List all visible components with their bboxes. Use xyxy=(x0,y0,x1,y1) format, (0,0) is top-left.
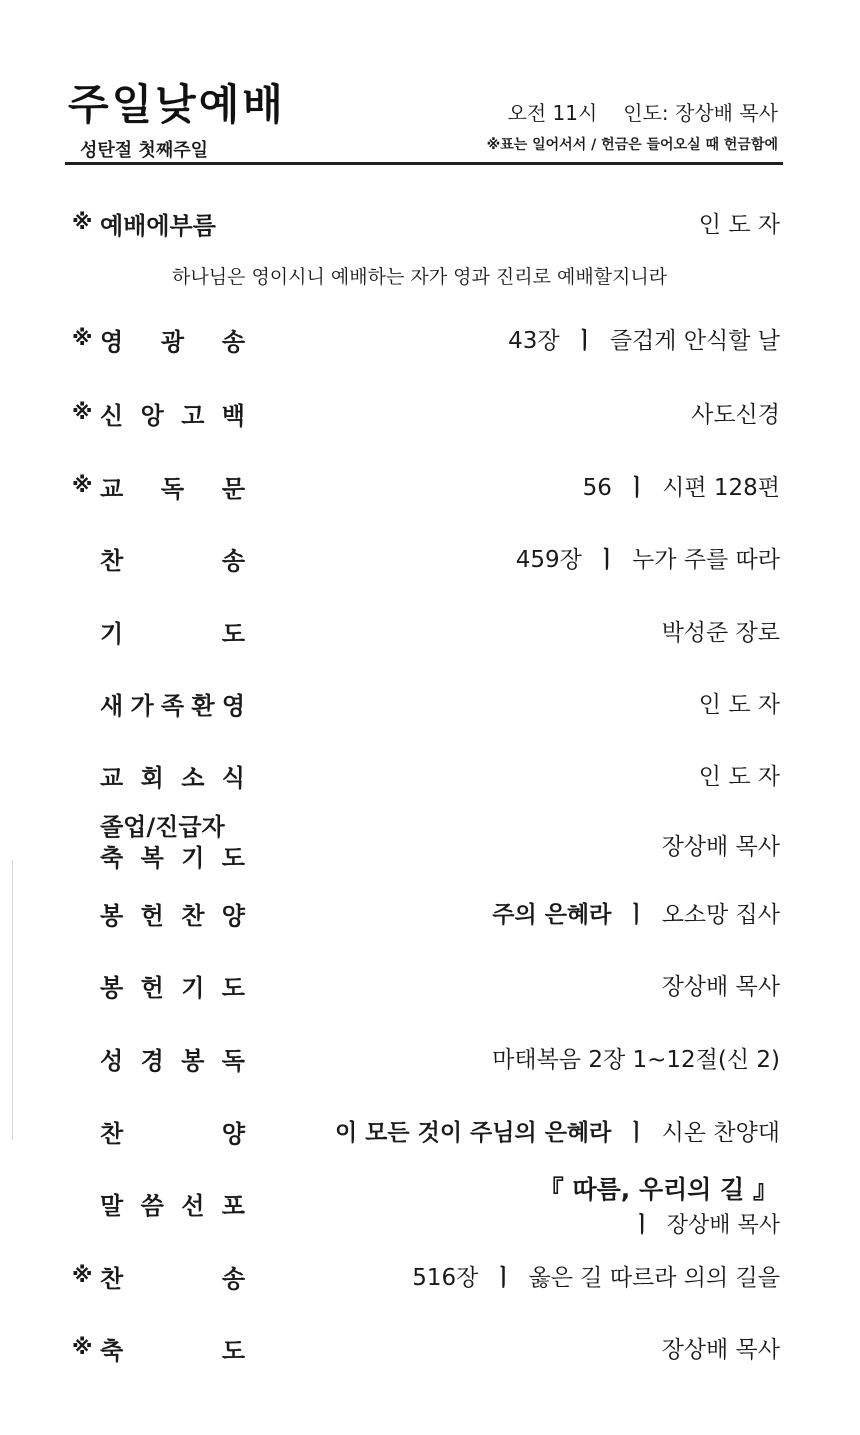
separator: ㅣ xyxy=(573,328,596,354)
order-label-char: 도 xyxy=(221,620,245,648)
order-value xyxy=(492,896,780,929)
separator: ㅣ xyxy=(492,1265,515,1291)
hymn-title: 옳은 길 따르라 의의 길을 xyxy=(528,1265,780,1291)
order-label xyxy=(100,541,245,576)
order-value: 인 도 자 xyxy=(698,764,780,790)
order-label-char: 축 xyxy=(100,1337,124,1365)
reading-title: 시편 128편 xyxy=(662,475,780,501)
order-value xyxy=(516,541,780,574)
standing-mark: ※ xyxy=(72,1263,93,1287)
standing-mark: ※ xyxy=(72,400,93,424)
order-label-char: 경 xyxy=(140,1047,164,1075)
order-value: 사도신경 xyxy=(691,402,780,428)
order-label-char: 교 xyxy=(100,475,124,503)
sermon-title: 『 따름, 우리의 길 』 xyxy=(538,1175,778,1204)
scan-edge-line xyxy=(12,860,13,1140)
order-label-char: 회 xyxy=(140,764,164,792)
order-label-char: 소 xyxy=(181,764,205,792)
order-label xyxy=(100,758,245,793)
sermon-preacher xyxy=(631,1208,780,1239)
service-info xyxy=(508,97,778,126)
order-value: 마태복음 2장 1~12절(신 2) xyxy=(492,1047,780,1073)
order-value: 장상배 목사 xyxy=(661,834,780,860)
order-value xyxy=(412,1259,780,1292)
order-label-line2 xyxy=(100,843,245,874)
order-label-char: 씀 xyxy=(140,1192,164,1220)
order-label-char: 찬 xyxy=(100,547,124,575)
standing-mark: ※ xyxy=(72,210,93,234)
hymn-title: 누가 주를 따라 xyxy=(632,547,780,573)
order-label-text: 예배에부름 xyxy=(100,212,216,240)
order-label-char: 선 xyxy=(181,1192,205,1220)
order-value xyxy=(335,1114,780,1147)
order-value: 박성준 장로 xyxy=(661,620,780,646)
order-label-char: 앙 xyxy=(140,402,164,430)
separator: ㅣ xyxy=(625,902,648,928)
page-subtitle: 성탄절 첫째주일 xyxy=(80,140,208,161)
order-label-char: 송 xyxy=(221,1265,245,1293)
order-label-char: 독 xyxy=(160,475,185,503)
order-label-char: 찬 xyxy=(181,902,205,930)
order-label-char: 기 xyxy=(100,620,124,648)
order-label-char: 헌 xyxy=(140,974,164,1002)
song-title: 이 모든 것이 주님의 은혜라 xyxy=(334,1120,612,1146)
hymn-number: 43장 xyxy=(508,328,560,354)
order-label-char: 송 xyxy=(221,328,245,356)
hymn-title: 즐겁게 안식할 날 xyxy=(609,328,780,354)
choir: 시온 찬양대 xyxy=(661,1120,780,1146)
order-label-char: 독 xyxy=(221,1047,245,1075)
order-label xyxy=(100,1186,245,1221)
order-label-char: 기 xyxy=(181,974,205,1002)
separator: ㅣ xyxy=(625,475,649,501)
order-label-char: 환 xyxy=(191,692,215,720)
separator: ㅣ xyxy=(595,547,619,573)
order-label-char: 영 xyxy=(100,328,124,356)
song-title: 주의 은혜라 xyxy=(492,902,612,928)
order-label-char: 헌 xyxy=(140,902,164,930)
page-title: 주일낮예배 xyxy=(68,80,286,129)
order-value: 장상배 목사 xyxy=(661,1337,780,1363)
order-label-char: 양 xyxy=(221,1120,245,1148)
separator: ㅣ xyxy=(631,1213,653,1238)
order-label-char: 말 xyxy=(100,1192,124,1220)
order-label-char: 양 xyxy=(221,902,245,930)
order-value: 인 도 자 xyxy=(698,212,780,238)
order-label-char: 봉 xyxy=(100,902,124,930)
separator: ㅣ xyxy=(625,1120,648,1146)
order-label-char: 백 xyxy=(221,402,245,430)
order-label-char: 봉 xyxy=(181,1047,205,1075)
order-label xyxy=(100,469,245,504)
order-label-char: 축 xyxy=(100,844,124,872)
order-label xyxy=(100,206,245,241)
standing-mark: ※ xyxy=(72,326,93,350)
order-label-char: 문 xyxy=(221,475,245,503)
order-label-char: 복 xyxy=(140,844,164,872)
order-label-char: 도 xyxy=(221,1337,245,1365)
order-label-char: 기 xyxy=(181,844,205,872)
service-time: 오전 11시 xyxy=(507,101,598,125)
order-label xyxy=(100,686,245,721)
order-label-char: 봉 xyxy=(100,974,124,1002)
order-value: 인 도 자 xyxy=(698,692,780,718)
order-label-char: 교 xyxy=(100,764,124,792)
order-label xyxy=(100,322,245,357)
order-label-char: 도 xyxy=(221,974,245,1002)
order-label xyxy=(100,812,245,874)
service-leader: 인도: 장상배 목사 xyxy=(623,101,778,125)
order-label-char: 광 xyxy=(160,328,185,356)
header-divider xyxy=(65,162,783,165)
order-label xyxy=(100,396,245,431)
order-label xyxy=(100,1041,245,1076)
scripture-verse: 하나님은 영이시니 예배하는 자가 영과 진리로 예배할지니라 xyxy=(172,266,668,288)
order-label-char: 식 xyxy=(221,764,245,792)
preacher-name: 장상배 목사 xyxy=(666,1213,780,1238)
order-label-char: 찬 xyxy=(100,1265,124,1293)
order-label xyxy=(100,1114,245,1149)
performer: 오소망 집사 xyxy=(661,902,780,928)
order-value xyxy=(583,469,780,502)
order-label-char: 영 xyxy=(221,692,245,720)
hymn-number: 459장 xyxy=(515,547,582,573)
order-label-line1 xyxy=(100,812,245,843)
standing-notice: ※표는 일어서서 / 헌금은 들어오실 때 헌금함에 xyxy=(486,137,778,153)
order-label-char: 송 xyxy=(221,547,245,575)
order-label-char: 새 xyxy=(100,692,124,720)
order-label-char: 성 xyxy=(100,1047,124,1075)
hymn-number: 516장 xyxy=(412,1265,479,1291)
order-label xyxy=(100,1259,245,1294)
order-label-char: 고 xyxy=(181,402,205,430)
order-label xyxy=(100,614,245,649)
order-label-char: 찬 xyxy=(100,1120,124,1148)
order-label xyxy=(100,1331,245,1366)
standing-mark: ※ xyxy=(72,1335,93,1359)
order-label-char: 도 xyxy=(221,844,245,872)
order-label-char: 가 xyxy=(130,692,154,720)
order-label xyxy=(100,968,245,1003)
order-label-text: 졸업/진급자 xyxy=(100,813,225,841)
order-label-char: 신 xyxy=(100,402,124,430)
order-value xyxy=(508,322,780,355)
order-label xyxy=(100,896,245,931)
standing-mark: ※ xyxy=(72,473,93,497)
order-label-char: 포 xyxy=(221,1192,245,1220)
order-label-char: 족 xyxy=(160,692,185,720)
reading-number: 56 xyxy=(582,475,612,501)
order-value: 장상배 목사 xyxy=(661,974,780,1000)
